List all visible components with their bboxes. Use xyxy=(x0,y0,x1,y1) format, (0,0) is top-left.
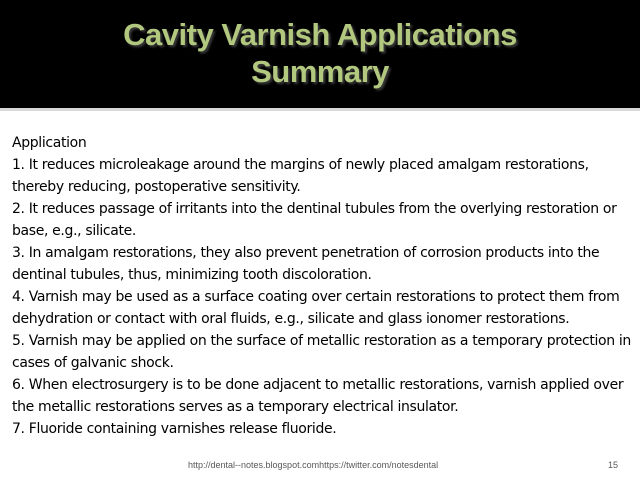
list-item: 3. In amalgam restorations, they also prevent penetration of corrosion products into the dentinal tubules, thus, minimizing tooth discoloration. xyxy=(12,245,600,283)
list-item: 5. Varnish may be applied on the surface of metallic restoration as a temporary protection in cases of galvanic shock. xyxy=(12,333,631,371)
footer-url: http://dental--notes.blogspot.comhttps://twitter.com/notesdental xyxy=(188,460,439,470)
list-item: 7. Fluoride containing varnishes release fluoride. xyxy=(12,421,337,437)
slide-body xyxy=(12,132,634,440)
title-divider xyxy=(0,108,640,111)
list-item: 6. When electrosurgery is to be done adjacent to metallic restorations, varnish applied over the metallic restorations serves as a temporary electrical insulator. xyxy=(12,377,624,415)
section-heading: Application xyxy=(12,135,87,151)
list-item: 1. It reduces microleakage around the margins of newly placed amalgam restorations, thereby reducing, postoperative sensitivity. xyxy=(12,157,589,195)
list-item: 2. It reduces passage of irritants into the dentinal tubules from the overlying restoration or base, e.g., silicate. xyxy=(12,201,617,239)
slide-title-band xyxy=(0,0,640,108)
list-item: 4. Varnish may be used as a surface coating over certain restorations to protect them from dehydration or contact with oral fluids, e.g., silicate and glass ionomer restorations. xyxy=(12,289,620,327)
slide-subtitle: Summary xyxy=(251,54,389,89)
page-number: 15 xyxy=(608,460,619,470)
slide-title: Cavity Varnish Applications xyxy=(123,17,517,52)
